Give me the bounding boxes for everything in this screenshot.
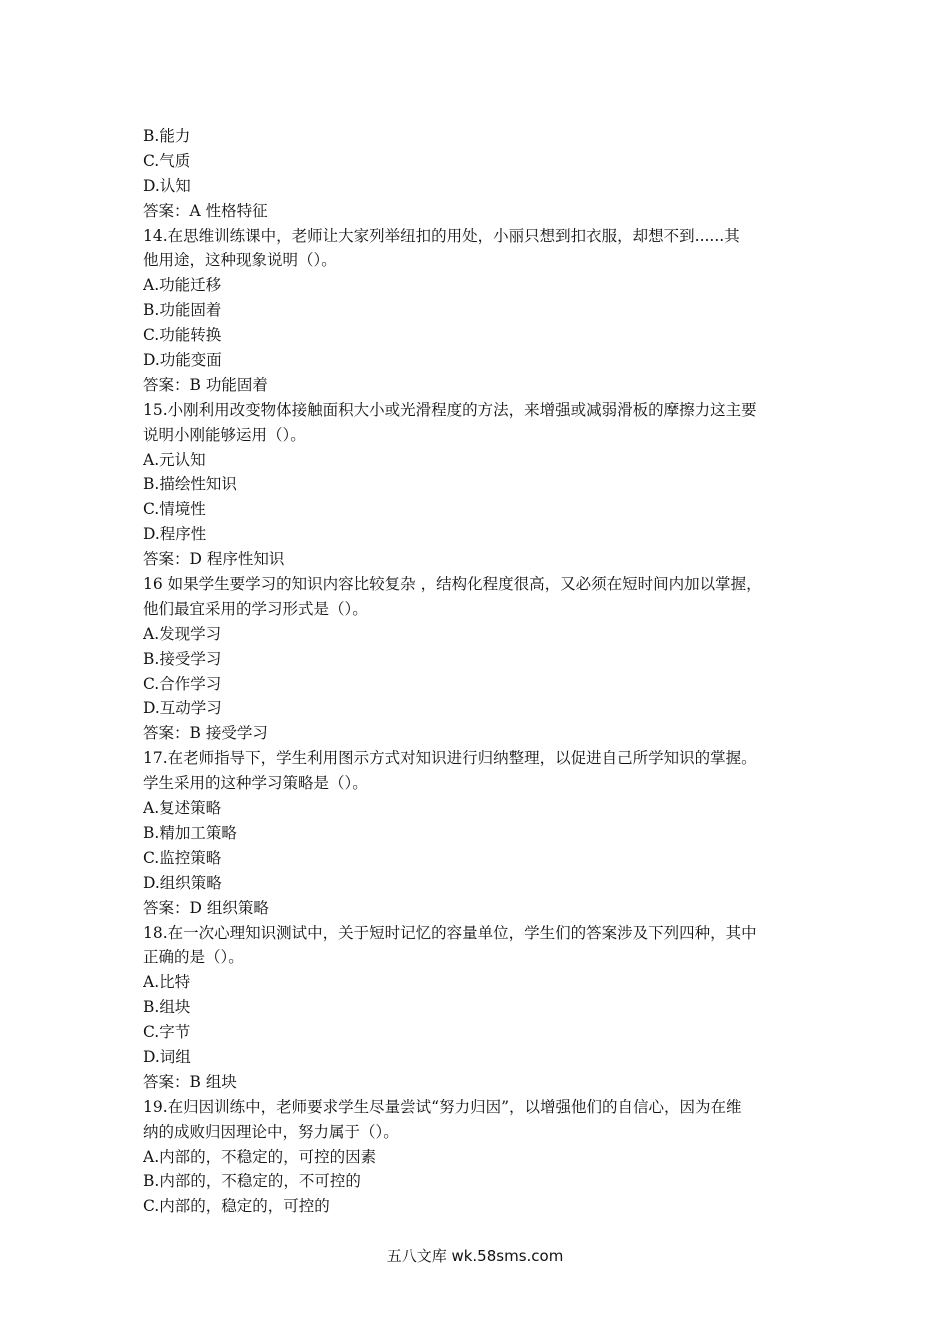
option-c-q14: C.功能转换 bbox=[143, 326, 222, 345]
question-15-line-2: 说明小刚能够运用（）。 bbox=[143, 425, 306, 444]
option-c-q15: C.情境性 bbox=[143, 500, 206, 519]
answer-q13: 答案：A 性格特征 bbox=[143, 201, 268, 220]
option-d-q16: D.互动学习 bbox=[143, 699, 222, 718]
answer-q16: 答案：B 接受学习 bbox=[143, 724, 268, 743]
answer-q17: 答案：D 组织策略 bbox=[143, 898, 269, 917]
option-d-q15: D.程序性 bbox=[143, 525, 207, 544]
option-d-q18: D.词组 bbox=[143, 1047, 191, 1066]
answer-q15: 答案：D 程序性知识 bbox=[143, 550, 285, 569]
option-d-q13: D.认知 bbox=[143, 176, 191, 195]
question-19-line-1: 19.在归因训练中，老师要求学生尽量尝试“努力归因”，以增强他们的自信心，因为在维 bbox=[143, 1097, 742, 1116]
option-a-q17: A.复述策略 bbox=[143, 799, 222, 818]
answer-q18: 答案：B 组块 bbox=[143, 1072, 237, 1091]
option-a-q19: A.内部的，不稳定的，可控的因素 bbox=[143, 1147, 377, 1166]
document-body bbox=[143, 124, 823, 1219]
option-b-q13: B.能力 bbox=[143, 127, 191, 145]
option-a-q14: A.功能迁移 bbox=[143, 276, 222, 295]
question-14-line-2: 他用途，这种现象说明（）。 bbox=[143, 251, 337, 270]
question-14-line-1: 14.在思维训练课中，老师让大家列举纽扣的用处，小丽只想到扣衣服，却想不到......其 bbox=[143, 226, 740, 245]
option-b-q17: B.精加工策略 bbox=[143, 823, 237, 842]
question-17-line-1: 17.在老师指导下，学生利用图示方式对知识进行归纳整理，以促进自己所学知识的掌握。 bbox=[143, 749, 757, 768]
option-d-q14: D.功能变面 bbox=[143, 351, 222, 370]
option-b-q14: B.功能固着 bbox=[143, 301, 222, 320]
question-16-line-1: 16 如果学生要学习的知识内容比较复杂 ，结构化程度很高，又必须在短时间内加以掌握， bbox=[143, 575, 762, 594]
option-b-q18: B.组块 bbox=[143, 998, 191, 1017]
question-19-line-2: 纳的成败归因理论中，努力属于（）。 bbox=[143, 1122, 399, 1141]
option-b-q15: B.描绘性知识 bbox=[143, 475, 237, 494]
option-c-q18: C.字节 bbox=[143, 1023, 191, 1042]
option-c-q16: C.合作学习 bbox=[143, 674, 222, 693]
question-15-line-1: 15.小刚利用改变物体接触面积大小或光滑程度的方法，来增强或减弱滑板的摩擦力这主要 bbox=[143, 400, 757, 419]
option-a-q15: A.元认知 bbox=[143, 450, 206, 469]
option-a-q16: A.发现学习 bbox=[143, 624, 222, 643]
option-b-q19: B.内部的，不稳定的，不可控的 bbox=[143, 1172, 361, 1191]
option-c-q19: C.内部的，稳定的，可控的 bbox=[143, 1197, 330, 1216]
question-18-line-1: 18.在一次心理知识测试中，关于短时记忆的容量单位，学生们的答案涉及下列四种，其中 bbox=[143, 923, 757, 942]
option-a-q18: A.比特 bbox=[143, 973, 191, 992]
answer-q14: 答案：B 功能固着 bbox=[143, 375, 268, 394]
option-c-q13: C.气质 bbox=[143, 151, 191, 170]
option-d-q17: D.组织策略 bbox=[143, 873, 222, 892]
question-17-line-2: 学生采用的这种学习策略是（）。 bbox=[143, 774, 368, 793]
page-footer: 五八文库 wk.58sms.com bbox=[386, 1247, 564, 1265]
question-18-line-2: 正确的是（）。 bbox=[143, 948, 244, 967]
option-b-q16: B.接受学习 bbox=[143, 649, 222, 668]
question-16-line-2: 他们最宜采用的学习形式是（）。 bbox=[143, 599, 368, 618]
option-c-q17: C.监控策略 bbox=[143, 848, 222, 867]
